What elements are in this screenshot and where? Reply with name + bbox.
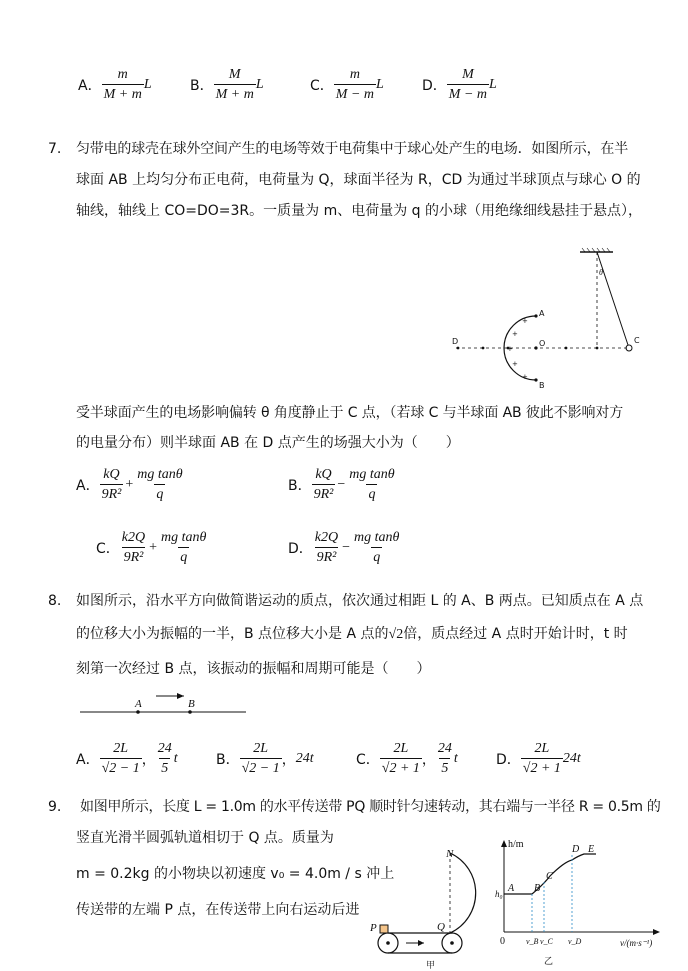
q8-option-b-separator: ， [281,751,296,768]
q7-option-b-term2-den: q [366,484,377,503]
q7-line-1: 匀带电的球壳在球外空间产生的电场等效于电荷集中于球心处产生的电场．如图所示，在半 [76,141,628,157]
q8-option-c-label: C． [356,751,380,768]
q8-point-a [136,710,140,714]
q9-yi-label-d: D [572,844,580,855]
q7-line-5: 的电量分布）则半球面 AB 在 D 点产生的场强大小为（ ） [76,435,460,451]
q8-option-b-num: 2L [253,741,269,756]
q8-option-a-den: √2 − 1 [100,758,142,777]
q7-label-a: A [539,309,545,318]
q8-option-a-num: 2L [113,741,129,756]
q9-yi-x-arrow [653,929,660,935]
q9-yi-label-b: B [534,883,541,894]
q7-option-d-label: D． [288,540,313,557]
q7-option-c-label: C． [96,540,120,557]
q7-line-4: 受半球面产生的电场影响偏转 θ 角度静止于 C 点，（若球 C 与半球面 AB 彼此不影响对方 [76,405,624,421]
q8-option-c-separator: ， [421,751,436,768]
q8-option-a[interactable] [76,740,178,777]
q8-option-c-num: 2L [393,741,409,756]
q6-option-a-label: A． [78,77,102,94]
q7-option-c-term2-den: q [178,547,189,566]
q6-option-b-tail: L [255,76,264,92]
q8-line-1: 如图所示，沿水平方向做简谐运动的质点，依次通过相距 L 的 A、B 两点。已知质点在 A 点 [76,593,644,609]
q8-option-a-separator: ， [141,751,156,768]
q8-option-d-label: D． [496,751,521,768]
q9-label-q: Q [437,921,445,933]
svg-text:+: + [522,317,528,325]
q9-yi-vb: v_B [526,937,539,946]
q9-line-4: 传送带的左端 P 点，在传送带上向右运动后进 [76,902,360,918]
q7-option-b-label: B． [288,477,312,494]
q6-option-a-numerator: m [117,67,128,82]
q6-options [78,58,518,102]
q9-caption-jia: 甲 [426,961,436,970]
svg-text:+: + [507,345,513,353]
q8-option-b[interactable] [216,740,314,777]
q6-option-c[interactable] [310,66,384,103]
q8-line-2 [76,624,628,645]
q9-label-p: P [370,922,377,934]
q9-yi-label-a: A [508,883,515,894]
q7-option-a-label: A． [76,477,100,494]
q9-yi-y-arrow [501,840,507,847]
q8-sqrt2: √2 [388,627,404,642]
q8-option-a-period-num: 24 [157,741,172,756]
q6-option-c-label: C． [310,77,334,94]
q8-option-c[interactable] [356,740,458,777]
q6-option-b[interactable] [190,66,264,103]
q6-option-a[interactable] [78,66,152,103]
q7-label-theta: θ [599,268,603,277]
q8-number: 8. [48,593,62,609]
q8-option-c-period-t: t [453,750,458,766]
q7-option-d-term2-den: q [371,547,382,566]
q9-block [380,925,388,933]
q6-option-d-label: D． [422,77,447,94]
q8-line-2-pre: 的位移大小为振幅的一半，B 点位移大小是 A 点的 [76,626,389,642]
q9-yi-y-label: h/m [508,839,524,850]
q7-point-o [534,346,537,349]
q8-option-a-label: A． [76,751,100,768]
q7-option-c-term1-den: 9R² [122,547,146,566]
q7-label-b: B [539,381,545,390]
q9-yi-vc: v_C [540,937,553,946]
q7-option-d-operator: − [342,539,351,555]
q9-semicircle-track [450,853,476,933]
q8-arrow-head [177,693,184,699]
q7-thread [597,252,629,348]
q8-option-c-den: √2 + 1 [380,758,422,777]
q8-line-3: 刻第一次经过 B 点，该振动的振幅和周期可能是（ ） [76,661,431,677]
q9-caption-yi: 乙 [544,957,554,967]
q6-option-a-denominator: M + m [102,84,144,103]
q6-option-c-denominator: M − m [334,84,376,103]
q9-label-n: N [446,848,454,860]
svg-text:+: + [512,330,518,338]
q6-option-b-label: B． [190,77,214,94]
q7-label-c: C [634,336,640,345]
q8-option-c-period-den: 5 [439,758,450,777]
q8-label-b: B [188,698,195,710]
q9-line-3: m = 0.2kg 的小物块以初速度 v₀ = 4.0m / s 冲上 [76,866,395,882]
q8-option-d-num: 2L [534,741,550,756]
q8-option-b-period: 24t [295,750,314,766]
q7-option-d-term2-num: mg tanθ [354,530,400,545]
q7-line-3: 轴线，轴线上 CO=DO=3R。一质量为 m、电荷量为 q 的小球（用绝缘细线悬挂于悬点）， [76,203,643,219]
q9-yi-vd: v_D [568,937,582,946]
q6-option-d-numerator: M [462,67,474,82]
q9-yi-label-c: C [546,871,553,882]
q7-point-b [534,378,537,381]
q7-option-d-term1-num: k2Q [314,530,339,545]
q7-option-c-term1-num: k2Q [121,530,146,545]
q7-option-a-term2-num: mg tanθ [137,467,183,482]
q7-option-b-operator: − [337,476,346,492]
q8-label-a: A [135,698,142,710]
q7-label-o: O [539,339,546,348]
q8-option-b-den: √2 − 1 [240,758,282,777]
q9-right-axle [450,941,454,945]
q8-option-d-period: 24t [562,750,581,766]
q8-option-a-period-t: t [173,750,178,766]
q6-option-c-tail: L [376,76,384,92]
q7-option-b-term1-num: kQ [315,467,332,482]
q7-option-c[interactable] [96,529,208,566]
q8-point-b [188,710,192,714]
q9-line-2: 竖直光滑半圆弧轨道相切于 Q 点。质量为 [76,830,334,846]
q9-yi-x-label: v/(m·s⁻¹) [620,938,653,948]
q8-option-d-den: √2 + 1 [521,758,563,777]
q8-option-c-period-num: 24 [437,741,452,756]
q7-option-d-term1-den: 9R² [315,547,339,566]
q9-yi-h0: h₀ [495,889,503,899]
q9-yi-origin: 0 [500,936,505,947]
q7-option-b[interactable] [288,466,397,503]
q9-belt-arrow-head [418,940,424,946]
q6-option-b-denominator: M + m [214,84,256,103]
q7-charges [507,317,528,381]
q8-figure [80,688,250,718]
q6-option-d-denominator: M − m [447,84,489,103]
q7-option-a-term2-den: q [154,484,165,503]
q9-line-1: 如图甲所示，长度 L = 1.0m 的水平传送带 PQ 顺时针匀速转动，其右端与一半径 R = 0.5m 的 [80,799,661,815]
q7-option-a[interactable] [76,466,185,503]
q9-figure-yi [492,838,684,970]
q9-figure-jia [366,844,490,970]
q7-figure [448,244,648,392]
q7-number: 7. [48,141,62,157]
q6-option-d-tail: L [489,76,497,92]
q8-line-2-post: 倍，质点经过 A 点时开始计时，t 时 [403,626,628,642]
q6-option-a-tail: L [143,76,152,92]
q9-left-axle [386,941,390,945]
q8-option-b-label: B． [216,751,240,768]
svg-text:+: + [522,373,528,381]
q7-point-a [534,314,537,317]
q7-label-d: D [452,337,459,346]
q7-option-b-term1-den: 9R² [312,484,336,503]
q7-option-c-term2-num: mg tanθ [161,530,207,545]
q7-option-a-operator: + [125,476,134,492]
q7-option-b-term2-num: mg tanθ [349,467,395,482]
q9-yi-label-e: E [588,844,595,855]
q8-option-d[interactable] [496,740,581,777]
q9-number: 9. [48,799,62,815]
q7-line-2: 球面 AB 上均匀分布正电荷，电荷量为 Q，球面半径为 R，CD 为通过半球顶点与球心 O 的 [76,172,641,188]
q6-option-d[interactable] [422,66,497,103]
q6-option-b-numerator: M [228,67,241,82]
q7-option-d[interactable] [288,529,401,566]
svg-text:+: + [512,360,518,368]
q6-option-c-numerator: m [349,67,360,82]
q7-option-a-term1-num: kQ [103,467,120,482]
q8-option-a-period-den: 5 [159,758,170,777]
q7-option-a-term1-den: 9R² [100,484,124,503]
q7-option-c-operator: + [149,539,158,555]
